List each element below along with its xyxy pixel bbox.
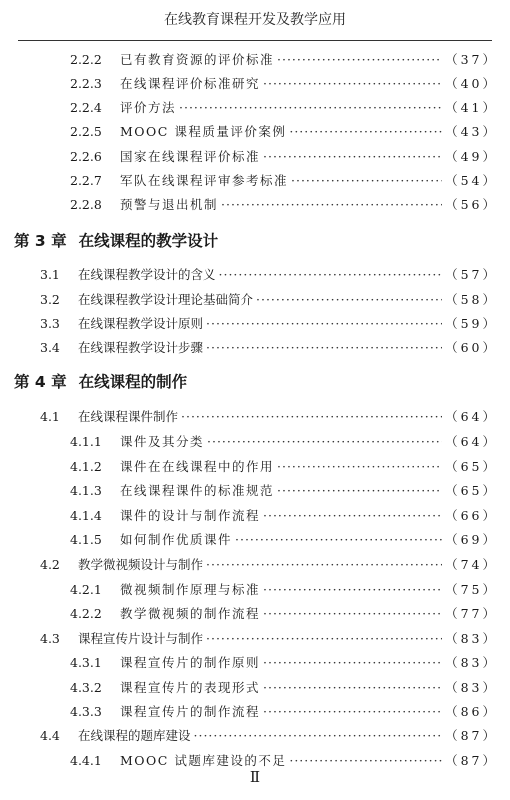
toc-entry-number: 2.2.7	[70, 172, 102, 188]
toc-entry-page: （56）	[445, 197, 498, 212]
toc-subsection-entry[interactable]	[0, 430, 498, 452]
toc-entry-title: 在线课程的题库建设	[78, 728, 191, 743]
toc-entry-title: 课件及其分类	[120, 434, 205, 449]
toc-section-entry[interactable]	[0, 553, 498, 575]
toc-entry-page: （69）	[445, 532, 498, 547]
toc-entry-title: MOOC 试题库建设的不足	[120, 753, 287, 768]
toc-section-entry[interactable]	[0, 288, 498, 310]
chapter-heading	[14, 229, 218, 251]
chapter-number: 第 3 章	[14, 232, 67, 250]
toc-subsection-entry[interactable]	[0, 193, 498, 215]
toc-dot-leader	[194, 728, 443, 743]
page-number: Ⅱ	[249, 768, 261, 786]
toc-subsection-entry[interactable]	[0, 651, 498, 673]
toc-dot-leader	[263, 508, 442, 523]
toc-subsection-entry[interactable]	[0, 504, 498, 526]
toc-dot-leader	[179, 100, 442, 115]
toc-section-entry[interactable]	[0, 336, 498, 358]
toc-entry-page: （66）	[445, 508, 498, 523]
toc-dot-leader	[219, 267, 443, 282]
toc-entry-number: 4.3.3	[70, 703, 102, 719]
toc-entry-title: 课件的设计与制作流程	[120, 508, 261, 523]
toc-dot-leader	[206, 316, 442, 331]
toc-entry-title: 在线课程教学设计步骤	[78, 340, 204, 355]
toc-dot-leader	[277, 483, 442, 498]
toc-subsection-entry[interactable]	[0, 96, 498, 118]
toc-section-entry[interactable]	[0, 627, 498, 649]
toc-dot-leader	[263, 655, 442, 670]
toc-entry-number: 4.1.2	[70, 458, 102, 474]
toc-entry-page: （49）	[445, 149, 498, 164]
toc-entry-page: （86）	[445, 704, 498, 719]
toc-dot-leader	[263, 680, 442, 695]
toc-entry-number: 3.1	[40, 266, 60, 282]
toc-section-entry[interactable]	[0, 405, 498, 427]
toc-entry-page: （74）	[445, 557, 498, 572]
toc-entry-number: 4.3	[40, 630, 60, 646]
toc-entry-page: （83）	[445, 655, 498, 670]
toc-entry-page: （57）	[445, 267, 498, 282]
toc-entry-number: 4.2.2	[70, 605, 102, 621]
toc-entry-title: 教学微视频设计与制作	[78, 557, 204, 572]
toc-entry-page: （43）	[445, 124, 498, 139]
toc-entry-page: （65）	[445, 483, 498, 498]
chapter-number: 第 4 章	[14, 373, 67, 391]
toc-entry-number: 4.2.1	[70, 581, 102, 597]
toc-entry-page: （64）	[445, 434, 498, 449]
toc-dot-leader	[289, 124, 442, 139]
toc-entry-number: 3.2	[40, 291, 60, 307]
toc-entry-title: 已有教育资源的评价标准	[120, 52, 275, 67]
toc-dot-leader	[256, 292, 442, 307]
toc-entry-page: （64）	[445, 409, 498, 424]
toc-subsection-entry[interactable]	[0, 120, 498, 142]
toc-entry-title: 评价方法	[120, 100, 177, 115]
toc-subsection-entry[interactable]	[0, 700, 498, 722]
toc-entry-number: 4.3.1	[70, 654, 102, 670]
toc-dot-leader	[263, 149, 442, 164]
toc-dot-leader	[207, 434, 442, 449]
toc-entry-title: 课程宣传片设计与制作	[78, 631, 204, 646]
toc-entry-number: 3.3	[40, 315, 60, 331]
toc-dot-leader	[263, 606, 442, 621]
chapter-title: 在线课程的制作	[78, 373, 188, 391]
toc-dot-leader	[277, 459, 442, 474]
toc-dot-leader	[263, 704, 442, 719]
toc-entry-number: 3.4	[40, 339, 60, 355]
toc-entry-title: 在线课程课件制作	[78, 409, 179, 424]
toc-entry-page: （40）	[445, 76, 498, 91]
toc-entry-title: 国家在线课程评价标准	[120, 149, 261, 164]
toc-subsection-entry[interactable]	[0, 578, 498, 600]
toc-entry-title: 课程宣传片的制作流程	[120, 704, 261, 719]
toc-entry-number: 4.4	[40, 727, 60, 743]
toc-subsection-entry[interactable]	[0, 479, 498, 501]
toc-dot-leader	[206, 340, 442, 355]
toc-entry-number: 4.1.3	[70, 482, 102, 498]
toc-dot-leader	[206, 631, 442, 646]
toc-entry-page: （58）	[445, 292, 498, 307]
toc-entry-number: 2.2.5	[70, 123, 102, 139]
toc-entry-page: （77）	[445, 606, 498, 621]
toc-entry-title: 如何制作优质课件	[120, 532, 233, 547]
toc-dot-leader	[206, 557, 442, 572]
toc-dot-leader	[235, 532, 442, 547]
toc-entry-title: 课程宣传片的表现形式	[120, 680, 261, 695]
toc-entry-number: 4.3.2	[70, 679, 102, 695]
toc-entry-number: 4.1.4	[70, 507, 102, 523]
toc-dot-leader	[289, 753, 442, 768]
toc-entry-title: 在线课程课件的标准规范	[120, 483, 275, 498]
toc-entry-page: （59）	[445, 316, 498, 331]
toc-entry-title: 课件在在线课程中的作用	[120, 459, 275, 474]
toc-entry-title: 预警与退出机制	[120, 197, 219, 212]
toc-entry-title: 课程宣传片的制作原则	[120, 655, 261, 670]
toc-entry-page: （65）	[445, 459, 498, 474]
toc-entry-number: 4.1	[40, 408, 60, 424]
toc-subsection-entry[interactable]	[0, 602, 498, 624]
running-header	[18, 4, 492, 41]
toc-entry-number: 4.1.1	[70, 433, 102, 449]
toc-dot-leader	[181, 409, 442, 424]
toc-dot-leader	[221, 197, 442, 212]
toc-entry-title: 在线课程教学设计理论基础简介	[78, 292, 254, 307]
toc-entry-page: （37）	[445, 52, 498, 67]
toc-dot-leader	[277, 52, 442, 67]
toc-entry-number: 4.4.1	[70, 752, 102, 768]
toc-entry-number: 4.1.5	[70, 531, 102, 547]
toc-section-entry[interactable]	[0, 724, 498, 746]
toc-dot-leader	[263, 582, 442, 597]
chapter-heading	[14, 370, 187, 392]
toc-entry-title: 在线课程评价标准研究	[120, 76, 261, 91]
toc-entry-number: 2.2.6	[70, 148, 102, 164]
toc-subsection-entry[interactable]	[0, 169, 498, 191]
running-header-title: 在线教育课程开发及教学应用	[164, 12, 346, 28]
toc-subsection-entry[interactable]	[0, 48, 498, 70]
toc-entry-title: MOOC 课程质量评价案例	[120, 124, 287, 139]
toc-entry-number: 2.2.8	[70, 196, 102, 212]
toc-entry-page: （83）	[445, 680, 498, 695]
toc-entry-number: 2.2.2	[70, 51, 102, 67]
toc-entry-title: 在线课程教学设计原则	[78, 316, 204, 331]
toc-entry-title: 在线课程教学设计的含义	[78, 267, 216, 282]
toc-entry-page: （41）	[445, 100, 498, 115]
toc-dot-leader	[291, 173, 442, 188]
toc-entry-number: 2.2.4	[70, 99, 102, 115]
toc-entry-number: 2.2.3	[70, 75, 102, 91]
toc-entry-page: （83）	[445, 631, 498, 646]
toc-subsection-entry[interactable]	[0, 72, 498, 94]
toc-entry-title: 微视频制作原理与标准	[120, 582, 261, 597]
toc-entry-page: （87）	[445, 753, 498, 768]
toc-subsection-entry[interactable]	[0, 455, 498, 477]
toc-entry-page: （60）	[445, 340, 498, 355]
toc-entry-number: 4.2	[40, 556, 60, 572]
toc-section-entry[interactable]	[0, 312, 498, 334]
toc-entry-title: 军队在线课程评审参考标准	[120, 173, 289, 188]
toc-entry-page: （54）	[445, 173, 498, 188]
chapter-title: 在线课程的教学设计	[78, 232, 219, 250]
toc-subsection-entry[interactable]	[0, 528, 498, 550]
toc-entry-page: （75）	[445, 582, 498, 597]
toc-subsection-entry[interactable]	[0, 145, 498, 167]
toc-section-entry[interactable]	[0, 263, 498, 285]
toc-entry-title: 教学微视频的制作流程	[120, 606, 261, 621]
toc-subsection-entry[interactable]	[0, 676, 498, 698]
toc-entry-page: （87）	[445, 728, 498, 743]
toc-dot-leader	[263, 76, 442, 91]
